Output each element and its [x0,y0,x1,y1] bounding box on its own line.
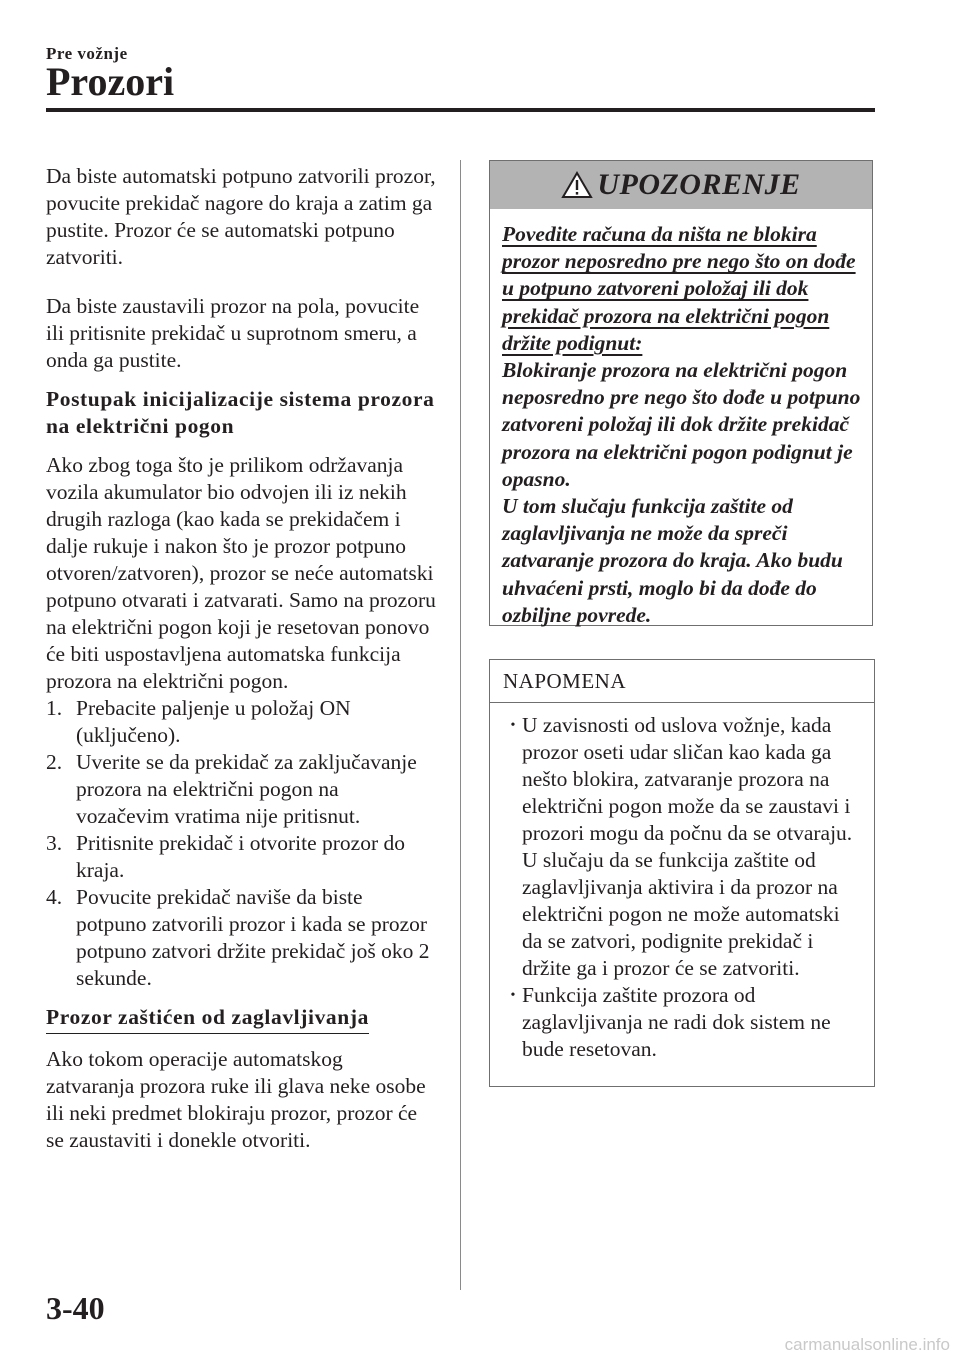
step-number: 2. [46,750,63,774]
paragraph-stop-halfway: Da biste zaustavili prozor na pola, povucite ili pritisnite prekidač u suprotnom smeru, a onda ga pustite. [46,294,420,372]
warning-box [489,160,873,626]
left-column [46,163,436,1154]
note-text: U slučaju da se funkcija zaštite od zaglavljivanja aktivira i da prozor na električni pogon ne može automatski da se zatvori, podignite prekidač i držite ga i prozor će se zatvoriti. [522,848,840,980]
steps-list [46,695,436,992]
column-divider [460,160,461,1290]
watermark-logo: carmanualsonline.info [784,1335,950,1354]
warning-title: UPOZORENJE [597,168,801,201]
bullet-icon: • [510,988,516,1003]
note-item [504,982,864,1063]
step-text: Pritisnite prekidač i otvorite prozor do kraja. [76,831,405,882]
note-text: Funkcija zaštite prozora od zaglavljivanja ne radi dok sistem ne bude resetovan. [522,983,831,1061]
step-number: 3. [46,831,63,855]
page-number: 3-40 [46,1290,105,1326]
warning-header [490,161,872,209]
section-label: Pre vožnje [46,44,128,63]
paragraph-auto-close: Da biste automatski potpuno zatvorili prozor, povucite prekidač nagore do kraja a zatim ga pustite. Prozor će se automatski potpuno zatvoriti. [46,164,436,269]
note-box [489,659,875,1087]
warning-text: Blokiranje prozora na električni pogon neposredno pre nego što dođe u potpuno zatvoreni položaj ili dok držite prekidač prozora na električni pogon podignut je opasno. [502,358,861,491]
step-item [46,695,436,749]
warning-text: U tom slučaju funkcija zaštite od zaglavljivanja ne može da spreči zatvaranje prozora do kraja. Ako budu uhvaćeni prsti, moglo bi da dođe do ozbiljne povrede. [502,494,843,627]
step-text: Uverite se da prekidač za zaključavanje prozora na električni pogon na vozačevim vratima nije pritisnut. [76,750,417,828]
warning-caution-text: Povedite računa da ništa ne blokira prozor neposredno pre nego što on dođe u potpuno zatvoreni položaj ili dok prekidač prozora na električni pogon držite podignut: [502,222,856,355]
step-item [46,830,436,884]
step-number: 4. [46,885,63,909]
heading-anti-pinch: Prozor zaštićen od zaglavljivanja [46,1004,369,1034]
note-text: U zavisnosti od uslova vožnje, kada prozor oseti udar sličan kao kada ga nešto blokira, zatvaranje prozora na električni pogon može da se zaustavi i prozori mogu da počnu da se otvaraju. [522,713,853,845]
paragraph-anti-pinch: Ako tokom operacije automatskog zatvaranja prozora ruke ili glava neke osobe ili neki predmet blokiraju prozor, prozor će se zaustaviti i donekle otvoriti. [46,1047,426,1152]
step-number: 1. [46,696,63,720]
note-title: NAPOMENA [490,660,874,703]
warning-body [490,209,872,629]
step-item [46,749,436,830]
note-body [490,703,874,1063]
step-item [46,884,436,992]
paragraph-initialization: Ako zbog toga što je prilikom održavanja vozila akumulator bio odvojen ili iz nekih drugih razloga (kao kada se prekidačem i dalje rukuje i nakon što je prozor potpuno otvoren/zatvoren), prozor se neće automatski potpuno otvarati i zatvarati. Samo na prozoru na električni pogon koji je resetovan ponovo će biti uspostavljena automatska funkcija prozora na električni pogon. [46,453,436,693]
warning-triangle-icon [561,171,593,199]
bullet-icon: • [510,718,516,733]
step-text: Povucite prekidač naviše da biste potpuno zatvorili prozor i kada se prozor potpuno zatvori držite prekidač još oko 2 sekunde. [76,885,430,990]
note-item [504,712,864,982]
page-title: Prozori [46,59,175,104]
step-text: Prebacite paljenje u položaj ON (uključeno). [76,696,351,747]
heading-initialization: Postupak inicijalizacije sistema prozora na električni pogon [46,387,435,438]
title-rule [46,108,875,112]
